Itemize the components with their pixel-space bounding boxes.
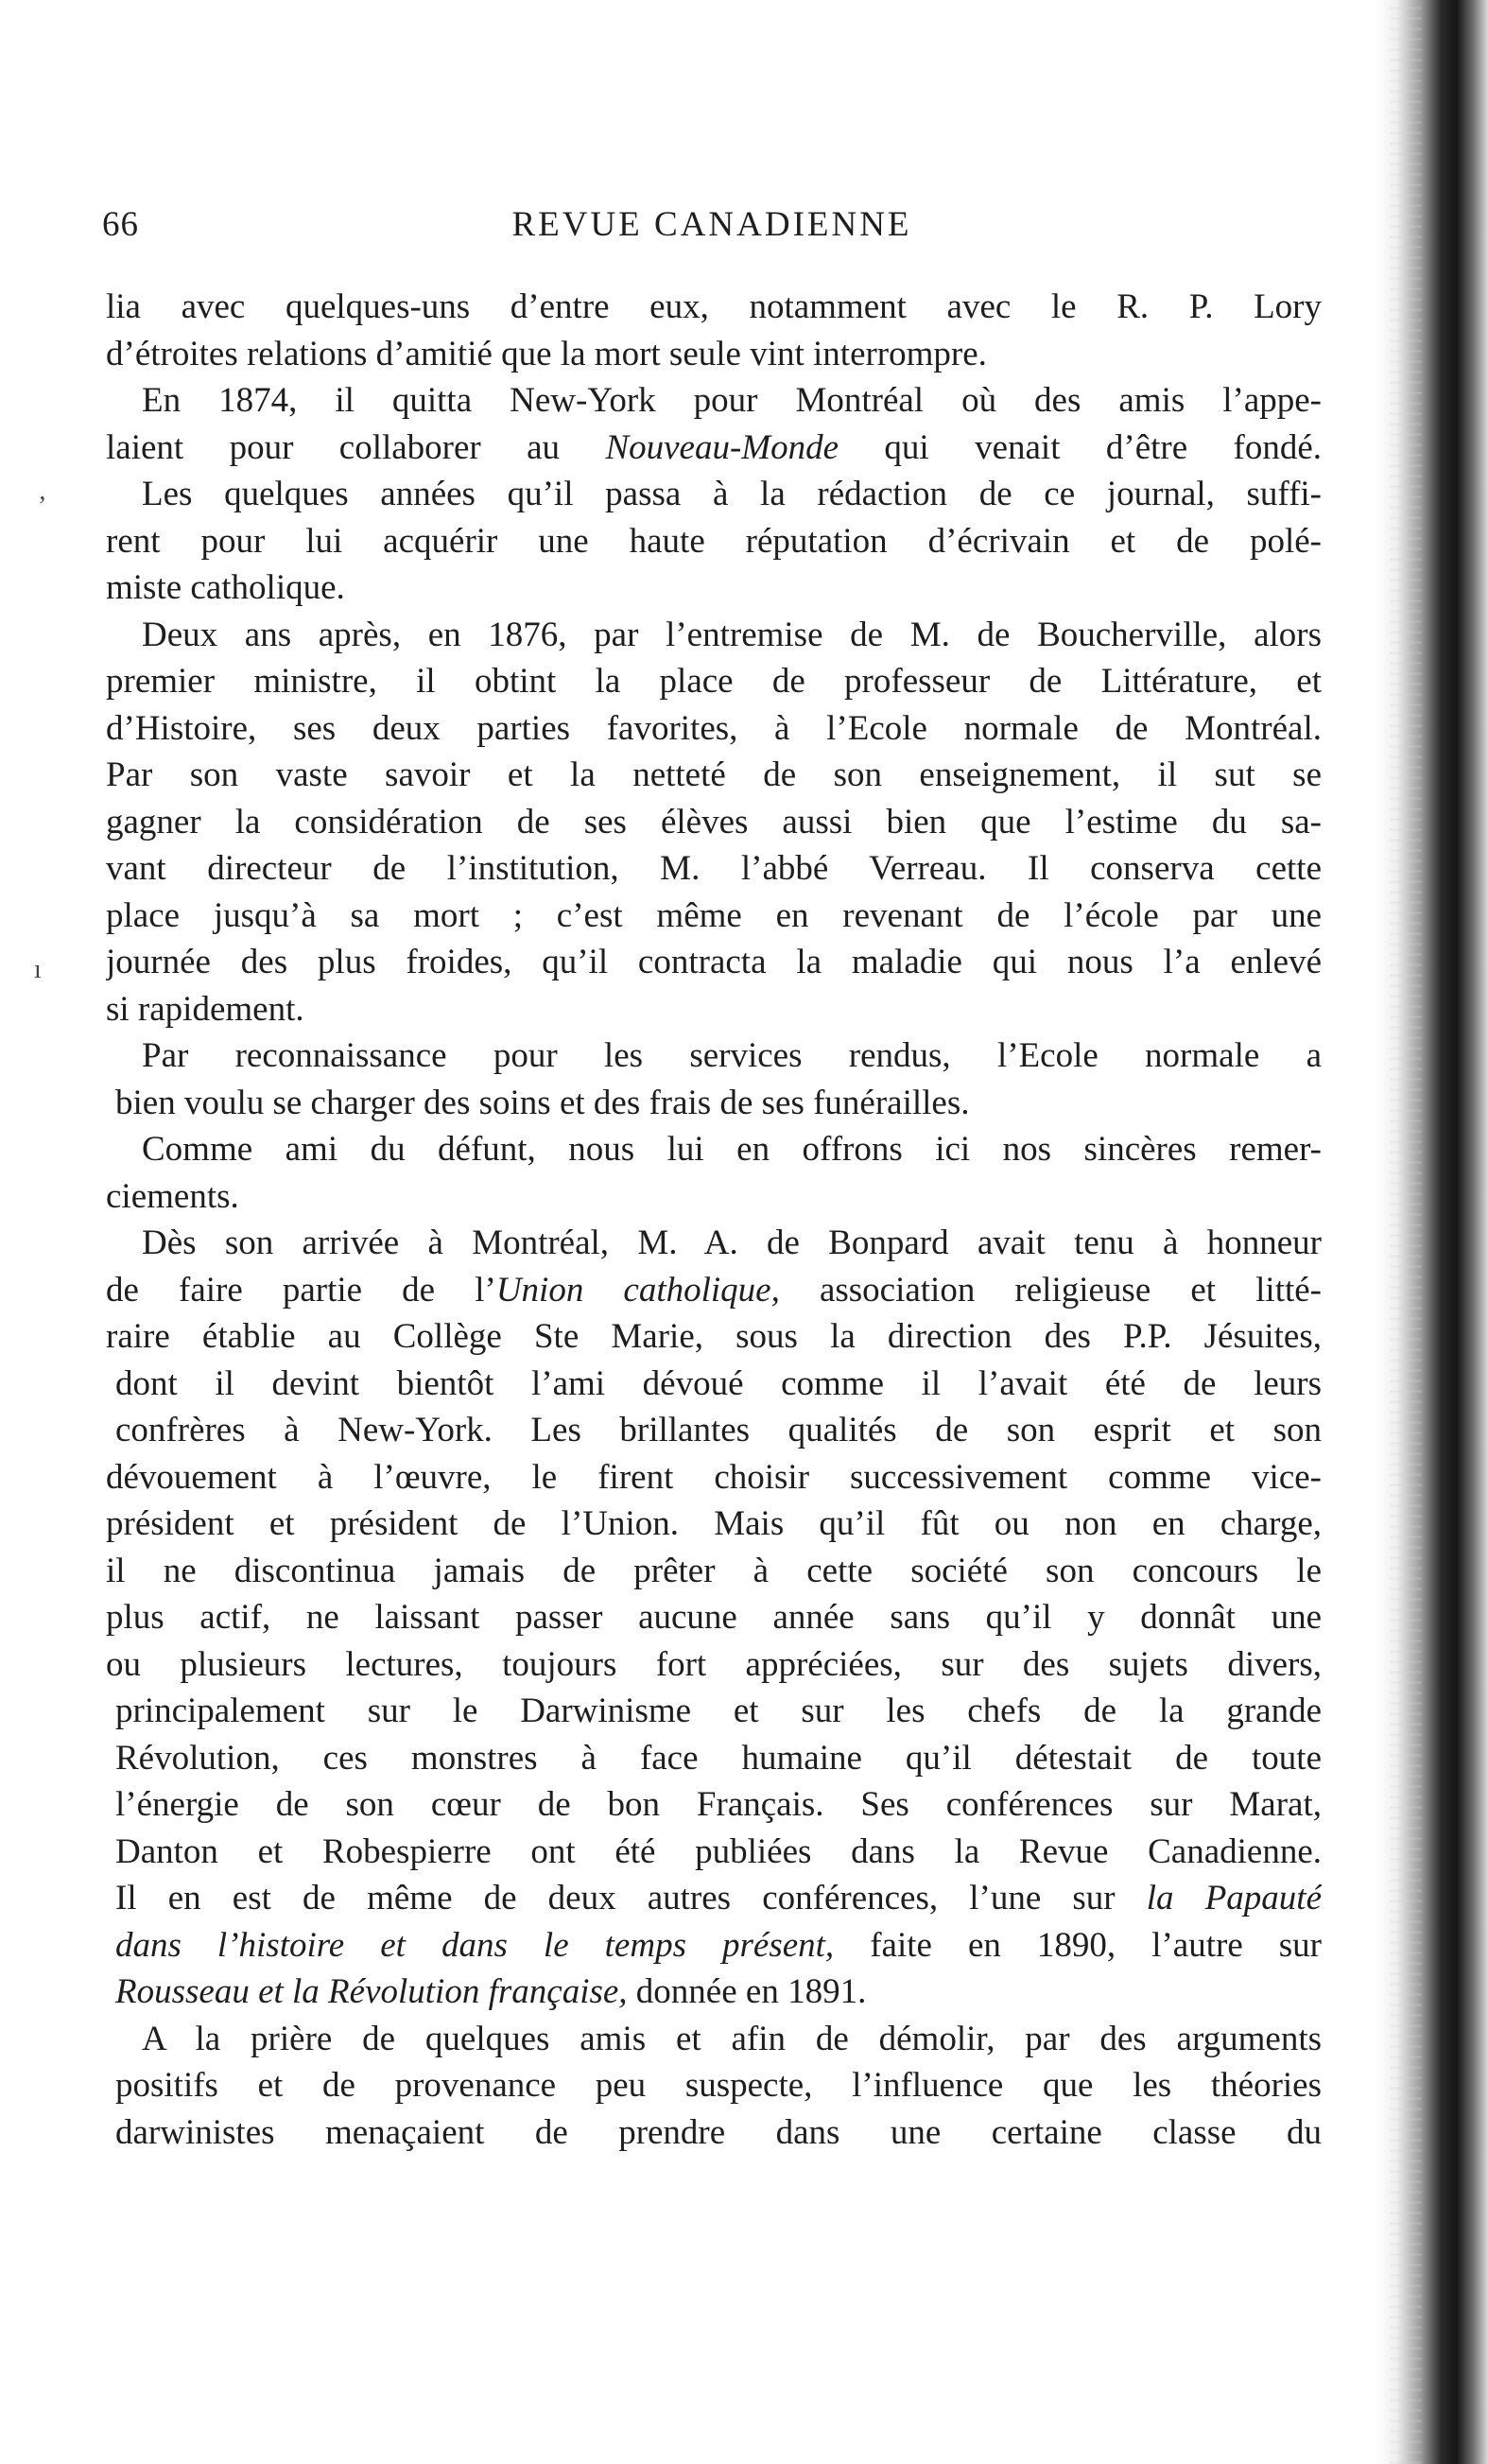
text-line: Deux ans après, en 1876, par l’entremise de M. de Boucherville, alors <box>142 615 1322 654</box>
text-line: confrères à New-York. Les brillantes qualités de son esprit et son <box>115 1411 1322 1449</box>
text-line: ou plusieurs lectures, toujours fort appréciées, sur des sujets divers, <box>106 1644 1322 1684</box>
lecture-title: Rousseau et la Révolution française, <box>115 1972 628 2011</box>
text-line: Les quelques années qu’il passa à la rédaction de ce journal, suffi- <box>142 475 1322 513</box>
text-line: si rapidement. <box>106 989 304 1029</box>
text-line: Révolution, ces monstres à face humaine qu’il détestait de toute <box>115 1738 1322 1778</box>
text-line: dont il devint bientôt l’ami dévoué comme il l’avait été de leurs <box>115 1363 1322 1403</box>
text-line: darwinistes menaçaient de prendre dans une certaine classe du <box>115 2112 1322 2152</box>
text-line: Dès son arrivée à Montréal, M. A. de Bonpard avait tenu à honneur <box>142 1223 1322 1262</box>
text-line: plus actif, ne laissant passer aucune année sans qu’il y donnât une <box>106 1598 1322 1637</box>
text-line: journée des plus froides, qu’il contracta la maladie qui nous l’a enlevé <box>106 943 1322 981</box>
text-line <box>106 1875 1322 1922</box>
running-title: REVUE CANADIENNE <box>511 205 912 244</box>
text-line: gagner la considération de ses élèves aussi bien que l’estime du sa- <box>106 802 1322 842</box>
page-number: 66 <box>102 205 139 244</box>
association-name: Union catholique, <box>495 1270 780 1310</box>
text-line <box>106 1267 1322 1314</box>
text-line: Danton et Robespierre ont été publiées dans la Revue Canadienne. <box>115 1831 1322 1871</box>
text-run: association religieuse et litté- <box>819 1270 1322 1310</box>
text-run: laient pour collaborer au <box>106 427 561 467</box>
page-header <box>102 204 1322 261</box>
lecture-title: dans l’histoire et dans le temps présent, <box>115 1925 835 1965</box>
text-line: positifs et de provenance peu suspecte, l’influence que les théories <box>115 2066 1322 2105</box>
text-line: il ne discontinua jamais de prêter à cette société son concours le <box>106 1551 1322 1590</box>
text-line: président et président de l’Union. Mais qu’il fût ou non en charge, <box>106 1504 1322 1543</box>
text-line: En 1874, il quitta New-York pour Montréal où des amis l’appe- <box>142 381 1322 420</box>
text-line: Par reconnaissance pour les services rendus, l’Ecole normale a <box>142 1036 1322 1075</box>
text-line: l’énergie de son cœur de bon Français. Ses conférences sur Marat, <box>115 1785 1322 1824</box>
text-line: lia avec quelques-uns d’entre eux, notamment avec le R. P. Lory <box>106 287 1322 326</box>
text-run: de faire partie de l’ <box>106 1270 496 1310</box>
text-line: miste catholique. <box>106 568 345 607</box>
text-line: A la prière de quelques amis et afin de démolir, par des arguments <box>142 2019 1322 2058</box>
text-line: rent pour lui acquérir une haute réputation d’écrivain et de polé- <box>106 521 1322 561</box>
text-line: raire établie au Collège Ste Marie, sous la direction des P.P. Jésuites, <box>106 1317 1322 1356</box>
margin-speck: ı <box>34 955 42 984</box>
newspaper-title: Nouveau-Monde <box>605 427 839 467</box>
lecture-title: la Papauté <box>1146 1879 1322 1917</box>
text-line: premier ministre, il obtint la place de professeur de Littérature, et <box>106 662 1322 701</box>
text-run: donnée en 1891. <box>635 1972 867 2011</box>
article-body <box>106 284 1322 2156</box>
text-line <box>106 425 1322 472</box>
text-line: ciements. <box>106 1176 239 1216</box>
text-line: place jusqu’à sa mort ; c’est même en revenant de l’école par une <box>106 895 1322 935</box>
text-line <box>106 1922 1322 1969</box>
text-line: Par son vaste savoir et la netteté de son enseignement, il sut se <box>106 755 1322 794</box>
text-line <box>106 1969 1322 2016</box>
text-line: d’étroites relations d’amitié que la mort seule vint interrompre. <box>106 334 987 373</box>
margin-speck: ’ <box>38 492 47 521</box>
text-line: Comme ami du défunt, nous lui en offrons ici nos sincères remer- <box>142 1130 1322 1169</box>
text-line: principalement sur le Darwinisme et sur les chefs de la grande <box>115 1692 1322 1730</box>
text-line: vant directeur de l’institution, M. l’abbé Verreau. Il conserva cette <box>106 849 1322 888</box>
text-run: Il en est de même de deux autres conférences, l’une sur <box>115 1879 1116 1917</box>
text-line: dévouement à l’œuvre, le firent choisir successivement comme vice- <box>106 1457 1322 1497</box>
text-line: bien voulu se charger des soins et des frais de ses funérailles. <box>115 1083 970 1122</box>
text-run: qui venait d’être fondé. <box>884 427 1322 467</box>
scan-page-edge <box>1376 0 1488 2464</box>
text-run: faite en 1890, l’autre sur <box>870 1925 1322 1965</box>
text-line: d’Histoire, ses deux parties favorites, à l’Ecole normale de Montréal. <box>106 708 1322 748</box>
